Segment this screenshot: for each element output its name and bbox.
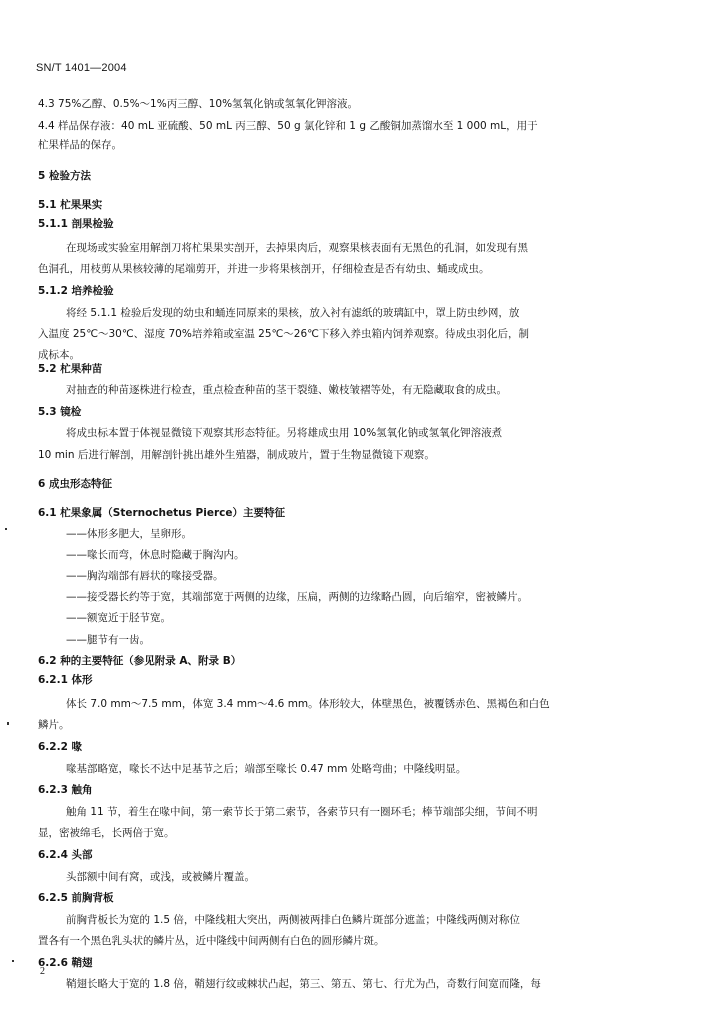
page-header: SN/T 1401—2004 — [36, 62, 127, 74]
body-text-line: 体长 7.0 mm～7.5 mm，体宽 3.4 mm～4.6 mm。体形较大，体壁黑色，被覆锈赤色、黑褐色和白色 — [66, 698, 550, 710]
body-text-line: ——腿节有一齿。 — [66, 634, 150, 646]
section-heading: 6.2.3 触角 — [38, 784, 93, 796]
scan-speck — [5, 528, 7, 530]
body-text-line: 色洞孔，用枝剪从果核较薄的尾端剪开，并进一步将果核剖开，仔细检查是否有幼虫、蛹或成虫。 — [38, 263, 490, 275]
body-text-line: ——喙长而弯，休息时隐藏于胸沟内。 — [66, 549, 245, 561]
body-text-line: 10 min 后进行解剖，用解剖针挑出雄外生殖器，制成玻片，置于生物显微镜下观察。 — [38, 449, 435, 461]
body-text-line: ——胸沟端部有唇状的喙接受器。 — [66, 570, 224, 582]
section-heading: 6.1 杧果象属（Sternochetus Pierce）主要特征 — [38, 507, 285, 519]
body-text-line: 成标本。 — [38, 349, 80, 361]
section-heading: 5.1.1 剖果检验 — [38, 218, 114, 230]
section-heading: 6.2.1 体形 — [38, 674, 93, 686]
body-text-line: 对抽查的种苗逐株进行检查，重点检查种苗的茎干裂缝、嫩枝皱褶等处，有无隐藏取食的成虫。 — [66, 384, 507, 396]
body-text-line: 触角 11 节，着生在喙中间，第一索节长于第二索节，各索节只有一圈环毛；棒节端部尖细，节间不明 — [66, 806, 538, 818]
body-text-line: 4.3 75%乙醇、0.5%～1%丙三醇、10%氢氧化钠或氢氧化钾溶液。 — [38, 98, 359, 110]
body-text-line: 4.4 样品保存液：40 mL 亚硫酸、50 mL 丙三醇、50 g 氯化锌和 1 g 乙酸铜加蒸馏水至 1 000 mL，用于 — [38, 120, 538, 132]
body-text-line: 置各有一个黑色乳头状的鳞片丛，近中隆线中间两侧有白色的圆形鳞片斑。 — [38, 935, 385, 947]
section-heading: 5.1.2 培养检验 — [38, 285, 114, 297]
body-text-line: 鳞片。 — [38, 719, 70, 731]
body-text-line: 喙基部略宽，喙长不达中足基节之后；端部至喙长 0.47 mm 处略弯曲；中隆线明显。 — [66, 763, 467, 775]
body-text-line: 将经 5.1.1 检验后发现的幼虫和蛹连同原来的果核，放入衬有滤纸的玻璃缸中，罩上防虫纱网，放 — [66, 307, 520, 319]
section-heading: 6 成虫形态特征 — [38, 478, 112, 490]
page-number: 2 — [40, 966, 45, 977]
scan-speck — [12, 960, 14, 962]
body-text-line: 鞘翅长略大于宽的 1.8 倍，鞘翅行纹或棘状凸起，第三、第五、第七、行尤为凸，奇数行间宽而隆，每 — [66, 978, 541, 990]
body-text-line: 前胸背板长为宽的 1.5 倍，中隆线粗大突出，两侧被两排白色鳞片斑部分遮盖；中隆线两侧对称位 — [66, 914, 520, 926]
section-heading: 6.2.5 前胸背板 — [38, 892, 114, 904]
body-text-line: 在现场或实验室用解剖刀将杧果果实剖开，去掉果肉后，观察果核表面有无黑色的孔洞，如发现有黑 — [66, 242, 528, 254]
section-heading: 5.1 杧果果实 — [38, 199, 103, 211]
body-text-line: ——体形多肥大，呈卵形。 — [66, 528, 192, 540]
section-heading: 6.2.4 头部 — [38, 849, 93, 861]
section-heading: 5.2 杧果种苗 — [38, 363, 103, 375]
section-heading: 6.2.2 喙 — [38, 741, 83, 753]
body-text-line: 将成虫标本置于体视显微镜下观察其形态特征。另将雄成虫用 10%氢氧化钠或氢氧化钾溶液煮 — [66, 427, 503, 439]
body-text-line: ——接受器长约等于宽，其端部宽于两侧的边缘，压扁，两侧的边缘略凸圆，向后缩窄，密被鳞片。 — [66, 591, 528, 603]
body-text-line: 头部额中间有窝，或浅，或被鳞片覆盖。 — [66, 871, 255, 883]
section-heading: 5 检验方法 — [38, 170, 91, 182]
section-heading: 5.3 镜检 — [38, 406, 82, 418]
scan-speck — [7, 722, 9, 725]
body-text-line: 杧果样品的保存。 — [38, 139, 122, 151]
body-text-line: 入温度 25℃～30℃、湿度 70%培养箱或室温 25℃～26℃下移入养虫箱内饲养观察。待成虫羽化后，制 — [38, 328, 529, 340]
body-text-line: ——额宽近于胫节宽。 — [66, 612, 171, 624]
section-heading: 6.2 种的主要特征（参见附录 A、附录 B） — [38, 655, 242, 667]
section-heading: 6.2.6 鞘翅 — [38, 957, 93, 969]
body-text-line: 显，密被绵毛，长两倍于宽。 — [38, 827, 175, 839]
